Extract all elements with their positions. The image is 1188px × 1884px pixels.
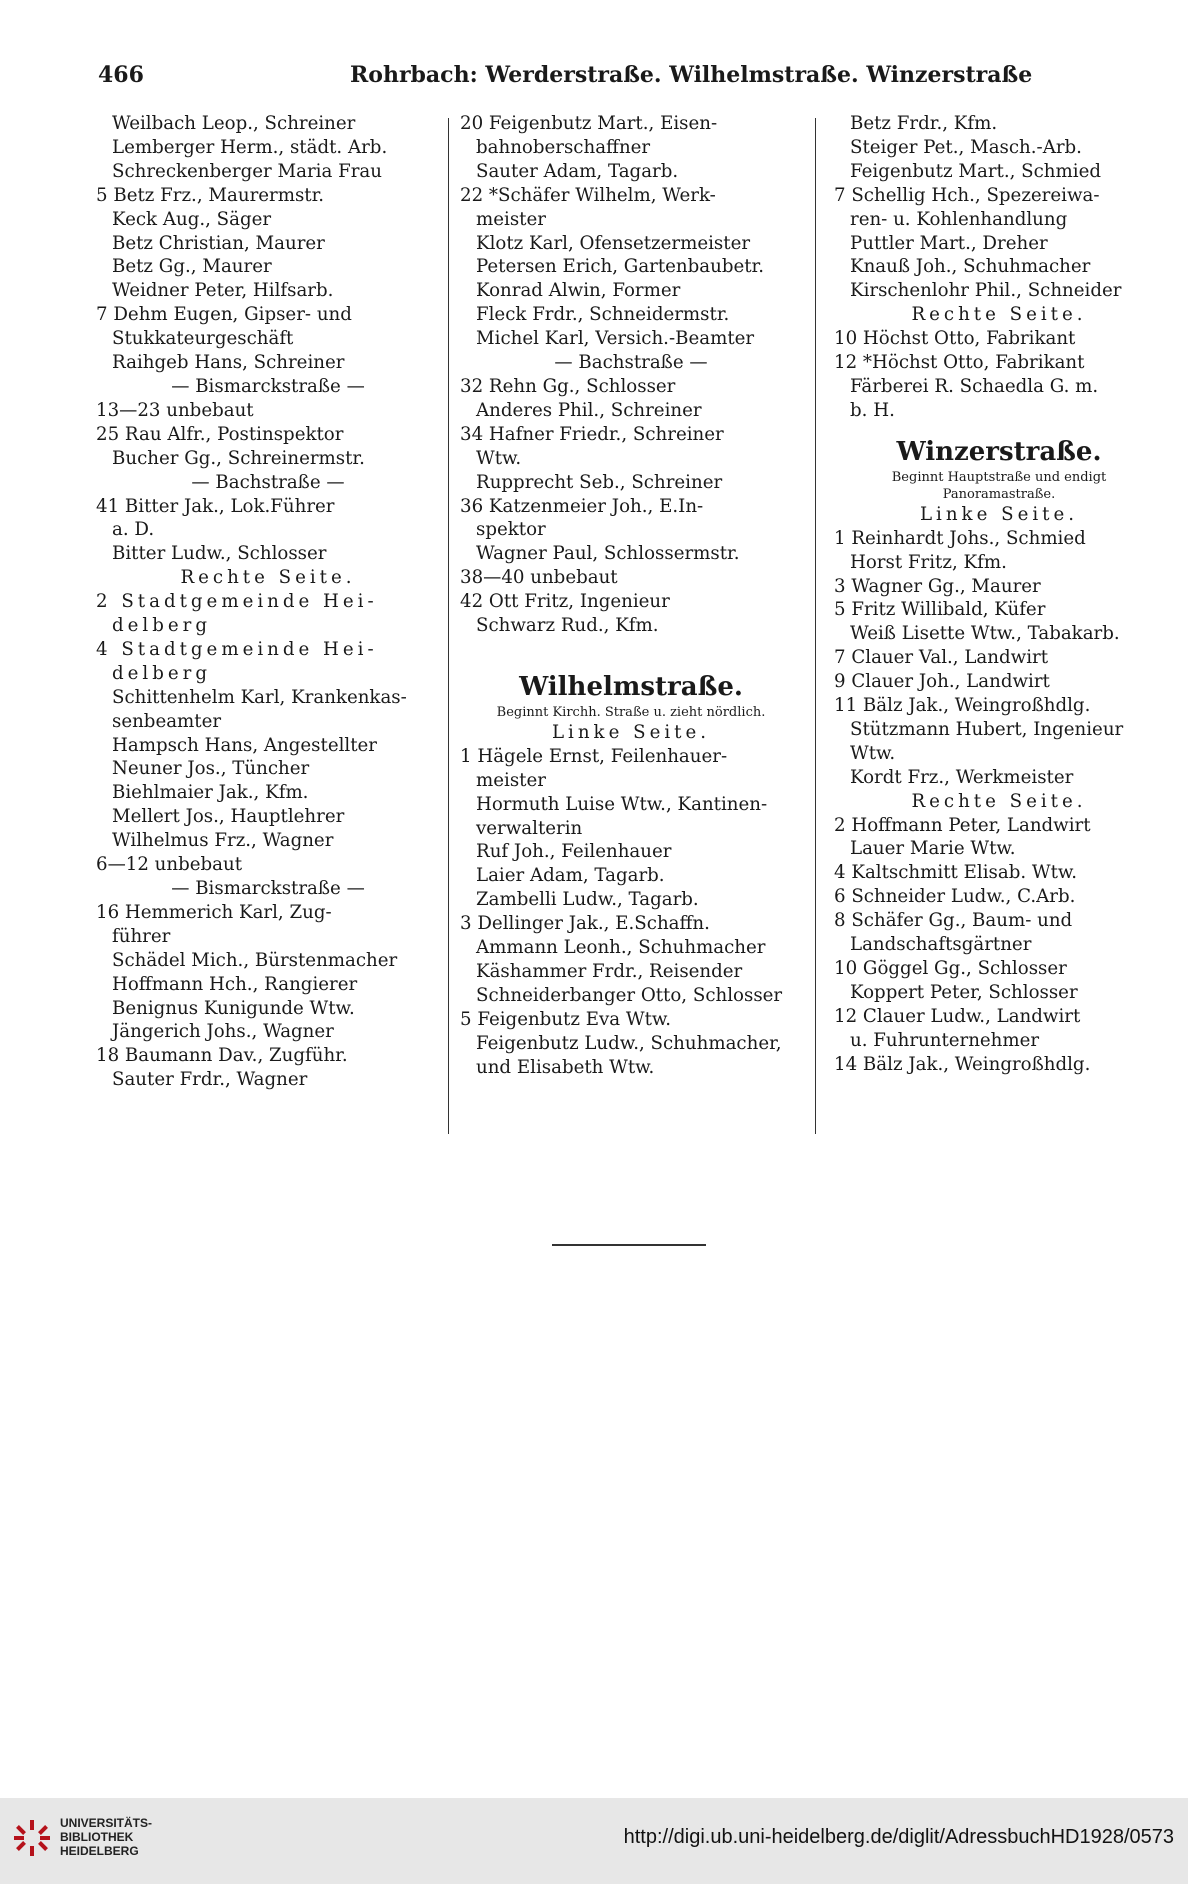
entry-line: Schwarz Rud., Kfm. <box>476 615 659 637</box>
library-name-line: HEIDELBERG <box>60 1844 139 1858</box>
entry-line: delberg <box>112 615 211 637</box>
entry-line: Landschaftsgärtner <box>850 934 1032 956</box>
spacer <box>460 648 802 658</box>
column-3 <box>834 112 1164 1077</box>
entry-line: 6 Schneider Ludw., C.Arb. <box>834 886 1076 908</box>
running-title: Rohrbach: Werderstraße. Wilhelmstraße. Winzerstraße <box>350 62 1033 88</box>
entry-line: Michel Karl, Versich.-Beamter <box>476 328 755 350</box>
entry-line: delberg <box>112 662 211 684</box>
section-heading: Winzerstraße. <box>896 436 1102 467</box>
page-number: 466 <box>98 62 144 88</box>
entry-line: Käshammer Frdr., Reisender <box>476 961 743 982</box>
entry-line: 42 Ott Fritz, Ingenieur <box>460 591 670 613</box>
entry-line: 12 Clauer Ludw., Landwirt <box>834 1005 1081 1027</box>
page-header <box>98 62 1098 92</box>
entry-line: Zambelli Ludw., Tagarb. <box>476 889 699 911</box>
entry-line: 5 Fritz Willibald, Küfer <box>834 599 1046 621</box>
entry-line: Hormuth Luise Wtw., Kantinen- <box>476 793 768 815</box>
entry-line: Stukkateurgeschäft <box>112 328 294 350</box>
entry-line: 18 Baumann Dav., Zugführ. <box>96 1045 348 1067</box>
entry-line: 5 Feigenbutz Eva Wtw. <box>460 1008 672 1030</box>
entry-line: 14 Bälz Jak., Weingroßhdlg. <box>834 1053 1091 1075</box>
section-description: Beginnt Hauptstraße und endigt <box>891 469 1107 485</box>
entry-line: Anderes Phil., Schreiner <box>476 399 702 421</box>
section-description: Panoramastraße. <box>942 486 1056 502</box>
entry-line: 16 Hemmerich Karl, Zug- <box>96 901 332 923</box>
entry-line: 41 Bitter Jak., Lok.Führer <box>96 495 335 517</box>
entry-line: Wagner Paul, Schlossermstr. <box>476 543 740 565</box>
column-divider <box>815 118 816 1134</box>
entry-line: 2 Stadtgemeinde Hei- <box>96 591 378 613</box>
entry-line: Sauter Adam, Tagarb. <box>476 160 679 182</box>
entry-line: 5 Betz Frz., Maurermstr. <box>96 184 325 206</box>
entry-line: 4 Kaltschmitt Elisab. Wtw. <box>834 862 1078 884</box>
entry-line: b. H. <box>850 399 895 421</box>
entry-line: Betz Christian, Maurer <box>112 232 325 254</box>
entry-line: meister <box>476 208 546 230</box>
entry-line: Wtw. <box>476 447 522 469</box>
spacer <box>460 638 802 648</box>
end-rule <box>552 1244 706 1246</box>
entry-line: 4 Stadtgemeinde Hei- <box>96 638 378 660</box>
entry-line: ren- u. Kohlenhandlung <box>850 208 1068 230</box>
permalink-url[interactable]: http://digi.ub.uni-heidelberg.de/diglit/AdressbuchHD1928/0573 <box>623 1826 1174 1848</box>
entry-line: spektor <box>476 519 546 541</box>
entry-line: Petersen Erich, Gartenbaubetr. <box>476 256 765 278</box>
entry-line: und Elisabeth Wtw. <box>476 1056 655 1078</box>
entry-line: 6—12 unbebaut <box>96 854 243 876</box>
entry-line: Rupprecht Seb., Schreiner <box>476 471 723 493</box>
library-logo-icon <box>14 1820 50 1856</box>
entry-line: u. Fuhrunternehmer <box>850 1029 1040 1051</box>
entry-line: Sauter Frdr., Wagner <box>112 1069 308 1091</box>
entry-line: 1 Reinhardt Johs., Schmied <box>834 527 1086 549</box>
entry-line: Neuner Jos., Tüncher <box>112 758 310 780</box>
entry-line: 22 *Schäfer Wilhelm, Werk- <box>460 184 716 206</box>
section-heading: Wilhelmstraße. <box>519 671 743 702</box>
entry-line: Schädel Mich., Bürstenmacher <box>112 949 398 971</box>
column-2 <box>460 112 802 1080</box>
entry-line: 3 Dellinger Jak., E.Schaffn. <box>460 913 710 935</box>
entry-line: Ruf Joh., Feilenhauer <box>476 841 672 863</box>
entry-line: Hampsch Hans, Angestellter <box>112 734 377 756</box>
subheading: Linke Seite. <box>919 503 1079 525</box>
entry-line: Wtw. <box>850 742 896 764</box>
entry-line: 9 Clauer Joh., Landwirt <box>834 671 1050 693</box>
entry-line: 38—40 unbebaut <box>460 567 618 589</box>
entry-line: Jängerich Johs., Wagner <box>112 1021 334 1043</box>
entry-line: 12 *Höchst Otto, Fabrikant <box>834 352 1085 374</box>
subheading: — Bismarckstraße — <box>171 375 365 397</box>
entry-line: meister <box>476 769 546 791</box>
entry-line: senbeamter <box>112 710 222 732</box>
entry-line: Hoffmann Hch., Rangierer <box>112 973 358 995</box>
entry-line: 25 Rau Alfr., Postinspektor <box>96 423 344 445</box>
library-name-line: UNIVERSITÄTS- <box>60 1816 153 1830</box>
entry-line: Keck Aug., Säger <box>112 208 272 230</box>
subheading: Rechte Seite. <box>911 790 1087 812</box>
entry-line: bahnoberschaffner <box>476 136 651 158</box>
entry-line: Laier Adam, Tagarb. <box>476 865 665 887</box>
entry-line: 8 Schäfer Gg., Baum- und <box>834 910 1073 932</box>
library-name-line: BIBLIOTHEK <box>60 1830 134 1844</box>
entry-line: Schneiderbanger Otto, Schlosser <box>476 984 783 1006</box>
entry-line: 32 Rehn Gg., Schlosser <box>460 375 676 397</box>
entry-line: Weiß Lisette Wtw., Tabakarb. <box>850 623 1120 645</box>
entry-line: Schittenhelm Karl, Krankenkas- <box>112 686 407 708</box>
subheading: — Bachstraße — <box>191 471 345 493</box>
entry-line: 13—23 unbebaut <box>96 399 254 421</box>
entry-line: führer <box>112 925 171 947</box>
subheading: Rechte Seite. <box>911 304 1087 326</box>
entry-line: Benignus Kunigunde Wtw. <box>112 997 355 1019</box>
entry-line: Feigenbutz Ludw., Schuhmacher, <box>476 1032 782 1054</box>
entry-line: 2 Hoffmann Peter, Landwirt <box>834 814 1091 836</box>
column-divider <box>448 118 449 1134</box>
entry-line: Feigenbutz Mart., Schmied <box>850 160 1101 182</box>
entry-line: Konrad Alwin, Former <box>476 280 681 302</box>
entry-line: Betz Frdr., Kfm. <box>850 113 998 134</box>
entry-line: Wilhelmus Frz., Wagner <box>112 830 334 852</box>
entry-line: verwalterin <box>476 817 583 839</box>
section-description: Beginnt Kirchh. Straße u. zieht nördlich. <box>496 704 766 720</box>
entry-line: 11 Bälz Jak., Weingroßhdlg. <box>834 695 1091 717</box>
entry-line: Fleck Frdr., Schneidermstr. <box>476 304 730 326</box>
entry-line: 10 Göggel Gg., Schlosser <box>834 958 1067 979</box>
entry-line: 36 Katzenmeier Joh., E.In- <box>460 495 704 517</box>
entry-line: 7 Dehm Eugen, Gipser- und <box>96 304 352 326</box>
subheading: — Bachstraße — <box>554 352 708 374</box>
entry-line: Kordt Frz., Werkmeister <box>850 766 1074 788</box>
entry-line: Biehlmaier Jak., Kfm. <box>112 782 309 804</box>
entry-line: Bitter Ludw., Schlosser <box>112 543 327 565</box>
entry-line: 10 Höchst Otto, Fabrikant <box>834 328 1076 350</box>
entry-line: 1 Hägele Ernst, Feilenhauer- <box>460 745 728 767</box>
subheading: Linke Seite. <box>551 721 711 743</box>
entry-line: Mellert Jos., Hauptlehrer <box>112 806 345 828</box>
entry-line: Raihgeb Hans, Schreiner <box>112 352 345 374</box>
entry-line: a. D. <box>112 519 155 541</box>
entry-line: Steiger Pet., Masch.-Arb. <box>850 136 1082 158</box>
subheading: Rechte Seite. <box>180 567 356 589</box>
entry-line: 3 Wagner Gg., Maurer <box>834 575 1041 597</box>
entry-line: Klotz Karl, Ofensetzermeister <box>476 232 751 254</box>
entry-line: Bucher Gg., Schreinermstr. <box>112 447 365 469</box>
entry-line: Weilbach Leop., Schreiner <box>112 113 356 134</box>
entry-line: Stützmann Hubert, Ingenieur <box>850 718 1124 740</box>
entry-line: 20 Feigenbutz Mart., Eisen- <box>460 113 718 134</box>
entry-line: Ammann Leonh., Schuhmacher <box>476 937 766 959</box>
entry-line: Knauß Joh., Schuhmacher <box>850 256 1091 278</box>
subheading: — Bismarckstraße — <box>171 878 365 899</box>
entry-line: Betz Gg., Maurer <box>112 256 272 278</box>
entry-line: Schreckenberger Maria Frau <box>112 160 382 182</box>
entry-line: Weidner Peter, Hilfsarb. <box>112 280 334 302</box>
column-1 <box>96 112 440 1092</box>
entry-line: 7 Schellig Hch., Spezereiwa- <box>834 184 1100 206</box>
entry-line: Koppert Peter, Schlosser <box>850 981 1078 1003</box>
entry-line: Färberei R. Schaedla G. m. <box>850 375 1099 397</box>
entry-line: Horst Fritz, Kfm. <box>850 551 1007 573</box>
entry-line: Lauer Marie Wtw. <box>850 838 1016 860</box>
entry-line: 34 Hafner Friedr., Schreiner <box>460 423 724 445</box>
entry-line: 7 Clauer Val., Landwirt <box>834 647 1049 669</box>
entry-line: Kirschenlohr Phil., Schneider <box>850 280 1122 302</box>
footer-bar <box>0 1798 1188 1884</box>
entry-line: Lemberger Herm., städt. Arb. <box>112 136 388 158</box>
entry-line: Puttler Mart., Dreher <box>850 232 1048 254</box>
library-name <box>60 1816 152 1858</box>
